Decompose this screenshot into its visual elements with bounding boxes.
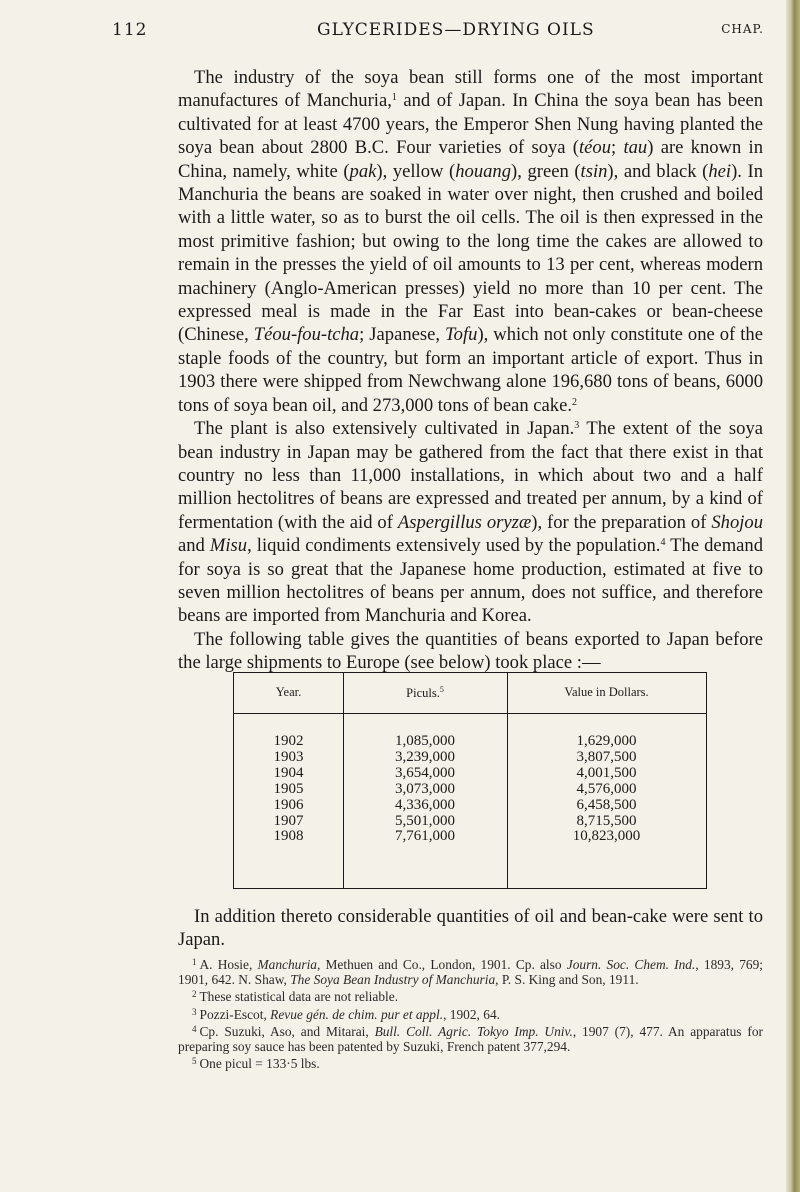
p1-term-teou: téou bbox=[579, 137, 612, 159]
p1-text-j: ; Japanese, bbox=[359, 324, 446, 346]
running-head bbox=[112, 20, 764, 46]
footnote-number: 3 bbox=[192, 1006, 197, 1017]
p1-text-d: ) are known in China, namely, white ( bbox=[178, 137, 763, 182]
p2-term-shojou: Shojou bbox=[711, 511, 764, 533]
table-column-values bbox=[507, 734, 706, 845]
p2-text-f: The demand for soya is so great that the Japanese home production, estimated at five to seven million hectolitres of beans per annum, does not suffice, and therefore beans are imported from Manchuria and Korea. bbox=[178, 535, 763, 627]
table-column-piculs bbox=[343, 734, 507, 845]
p1-text-a: The industry of the soya bean still forms one of the most important manufactures of Manchuria, bbox=[178, 67, 763, 112]
footnote-2-text: These statistical data are not reliable. bbox=[199, 989, 399, 1005]
footnote-4-text-b: , 1907 (7), 477. An apparatus for preparing soy sauce has been patented by Suzuki, French patent 377,294. bbox=[178, 1023, 763, 1055]
p2-text-d: and bbox=[178, 535, 210, 557]
table-cell-piculs: 3,073,000 bbox=[395, 780, 455, 797]
table-cell-piculs: 1,085,000 bbox=[395, 733, 455, 749]
table-cell-year: 1903 bbox=[273, 748, 304, 765]
main-text bbox=[178, 66, 763, 675]
table-cell-year: 1906 bbox=[273, 796, 304, 813]
table-cell-piculs: 3,654,000 bbox=[395, 764, 455, 781]
paragraph-table-intro: The following table gives the quantities of beans exported to Japan before the large shipments to Europe (see below) took place :— bbox=[178, 628, 763, 674]
footnote-ref-3: 3 bbox=[574, 420, 580, 432]
footnote-3-journal: Revue gén. de chim. pur et appl. bbox=[270, 1006, 444, 1022]
footnote-3-text-a: Pozzi-Escot, bbox=[199, 1006, 271, 1022]
chapter-label: CHAP. bbox=[721, 22, 764, 36]
p1-text-f: ), green ( bbox=[511, 160, 581, 182]
p2-text-a: The plant is also extensively cultivated in Japan. bbox=[194, 418, 575, 440]
footnote-ref-2: 2 bbox=[572, 396, 577, 408]
footnote-1-text-c: , 1893, 769; 1901, 642. N. Shaw, bbox=[178, 957, 764, 988]
footnote-1-title-manchuria: Manchuria bbox=[257, 957, 317, 972]
footnote-1 bbox=[178, 955, 763, 987]
p2-term-misu: Misu bbox=[209, 535, 248, 557]
table-column-years bbox=[234, 734, 343, 845]
after-table-text bbox=[178, 905, 763, 952]
table-header-year: Year. bbox=[275, 685, 302, 699]
table-cell-value: 4,001,500 bbox=[576, 764, 637, 781]
footnote-1-text-d: , P. S. King and Son, 1911. bbox=[495, 972, 639, 988]
p1-text-g: ), and black ( bbox=[607, 160, 709, 182]
footnote-4 bbox=[178, 1022, 763, 1054]
footnote-1-title-soya: The Soya Bean Industry of Manchuria bbox=[290, 972, 496, 988]
footnotes bbox=[178, 955, 763, 1071]
table-cell-year: 1907 bbox=[273, 812, 304, 829]
paragraph-japan bbox=[178, 417, 763, 628]
table-cell-year: 1904 bbox=[273, 764, 304, 781]
footnote-number: 4 bbox=[192, 1023, 197, 1034]
table-cell-value: 3,807,500 bbox=[576, 748, 637, 765]
footnote-5 bbox=[178, 1054, 763, 1071]
p1-text-h: ). In Manchuria the beans are soaked in water over night, then crushed and boiled with a little water, so as to burst the oil cells. The oil is then expressed in the most primitive fashion; but owing to the long time the cakes are allowed to remain in the presses the yield of oil amounts to 13 per cent, whereas modern machinery (Anglo-American presses) yield no more than 10 per cent. The expressed meal is made in the Far East into bean-cakes or bean-cheese (Chinese, bbox=[178, 160, 764, 346]
footnote-5-text: One picul = 133·5 lbs. bbox=[199, 1056, 320, 1072]
table-header-piculs-label: Piculs. bbox=[406, 686, 440, 701]
footnote-ref-4: 4 bbox=[660, 537, 666, 549]
footnote-3-text-b: , 1902, 64. bbox=[443, 1006, 500, 1022]
page-number: 112 bbox=[112, 20, 148, 40]
table-header-piculs bbox=[343, 685, 507, 701]
footnote-4-text-a: Cp. Suzuki, Aso, and Mitarai, bbox=[199, 1023, 375, 1039]
footnote-ref-1: 1 bbox=[391, 92, 397, 104]
footnote-4-journal: Bull. Coll. Agric. Tokyo Imp. Univ. bbox=[374, 1023, 573, 1039]
table-cell-value: 10,823,000 bbox=[572, 828, 641, 845]
p1-term-teou-fou-tcha: Téou-fou-tcha bbox=[253, 324, 360, 346]
table-cell-value: 4,576,000 bbox=[576, 780, 637, 797]
p1-term-houang: houang bbox=[455, 160, 512, 182]
paragraph-manchuria bbox=[178, 66, 763, 417]
table-cell-piculs: 3,239,000 bbox=[395, 748, 455, 765]
table-cell-piculs: 5,501,000 bbox=[395, 812, 455, 829]
p1-term-tofu: Tofu bbox=[445, 324, 478, 346]
paragraph-additional-exports: In addition thereto considerable quantities of oil and bean-cake were sent to Japan. bbox=[178, 906, 763, 951]
p2-text-b: The extent of the soya bean industry in Japan may be gathered from the fact that there exist in that country no less than 11,000 installations, in which about two and a half million hectolitres of beans are expressed and treated per annum, by a kind of fermentation (with the aid of bbox=[178, 418, 763, 533]
p1-term-tau: tau bbox=[623, 137, 648, 159]
table-cell-year: 1908 bbox=[273, 828, 304, 845]
p2-text-c: ), for the preparation of bbox=[531, 511, 712, 533]
footnote-3 bbox=[178, 1005, 763, 1022]
p1-term-tsin: tsin bbox=[580, 160, 608, 182]
table-header-rule bbox=[234, 713, 706, 714]
footnote-number: 5 bbox=[192, 1056, 197, 1067]
table-cell-piculs: 4,336,000 bbox=[395, 796, 455, 813]
export-table bbox=[233, 672, 707, 889]
p1-text-e: ), yellow ( bbox=[376, 160, 456, 182]
footnote-number: 2 bbox=[192, 989, 197, 1000]
p1-text-k: ), which not only constitute one of the staple foods of the country, but form an important article of export. Thus in 1903 there were shipped from Newchwang alone 196,680 tons of beans, 6000 tons of soya bean oil, and 273,000 tons of bean cake. bbox=[178, 324, 763, 416]
table-cell-value: 8,715,500 bbox=[576, 812, 637, 829]
book-spine-edge bbox=[786, 0, 800, 1192]
p1-term-hei: hei bbox=[708, 160, 732, 182]
footnote-1-journal: Journ. Soc. Chem. Ind. bbox=[566, 957, 696, 972]
p1-text-b: and of Japan. In China the soya bean has been cultivated for at least 4700 years, the Emperor Shen Nung having planted the soya bean about 2800 B.C. Four varieties of soya ( bbox=[178, 90, 763, 159]
footnote-number: 1 bbox=[192, 957, 197, 967]
p2-term-aspergillus: Aspergillus oryzæ bbox=[397, 511, 532, 533]
footnote-2 bbox=[178, 987, 763, 1004]
table-cell-value: 1,629,000 bbox=[576, 733, 637, 749]
table-cell-year: 1905 bbox=[273, 780, 304, 797]
table-cell-year: 1902 bbox=[273, 733, 304, 749]
footnote-1-text-a: A. Hosie, bbox=[199, 957, 258, 972]
footnote-ref-5: 5 bbox=[439, 685, 444, 694]
table-cell-value: 6,458,500 bbox=[576, 796, 637, 813]
table-cell-piculs: 7,761,000 bbox=[395, 828, 455, 845]
p1-term-pak: pak bbox=[349, 160, 377, 182]
p1-text-c: ; bbox=[611, 137, 624, 159]
running-title: GLYCERIDES—DRYING OILS bbox=[317, 20, 595, 40]
table-header-value: Value in Dollars. bbox=[564, 685, 649, 699]
p2-text-e: , liquid condiments extensively used by the population. bbox=[247, 535, 661, 557]
footnote-1-text-b: , Methuen and Co., London, 1901. Cp. also bbox=[317, 957, 567, 972]
